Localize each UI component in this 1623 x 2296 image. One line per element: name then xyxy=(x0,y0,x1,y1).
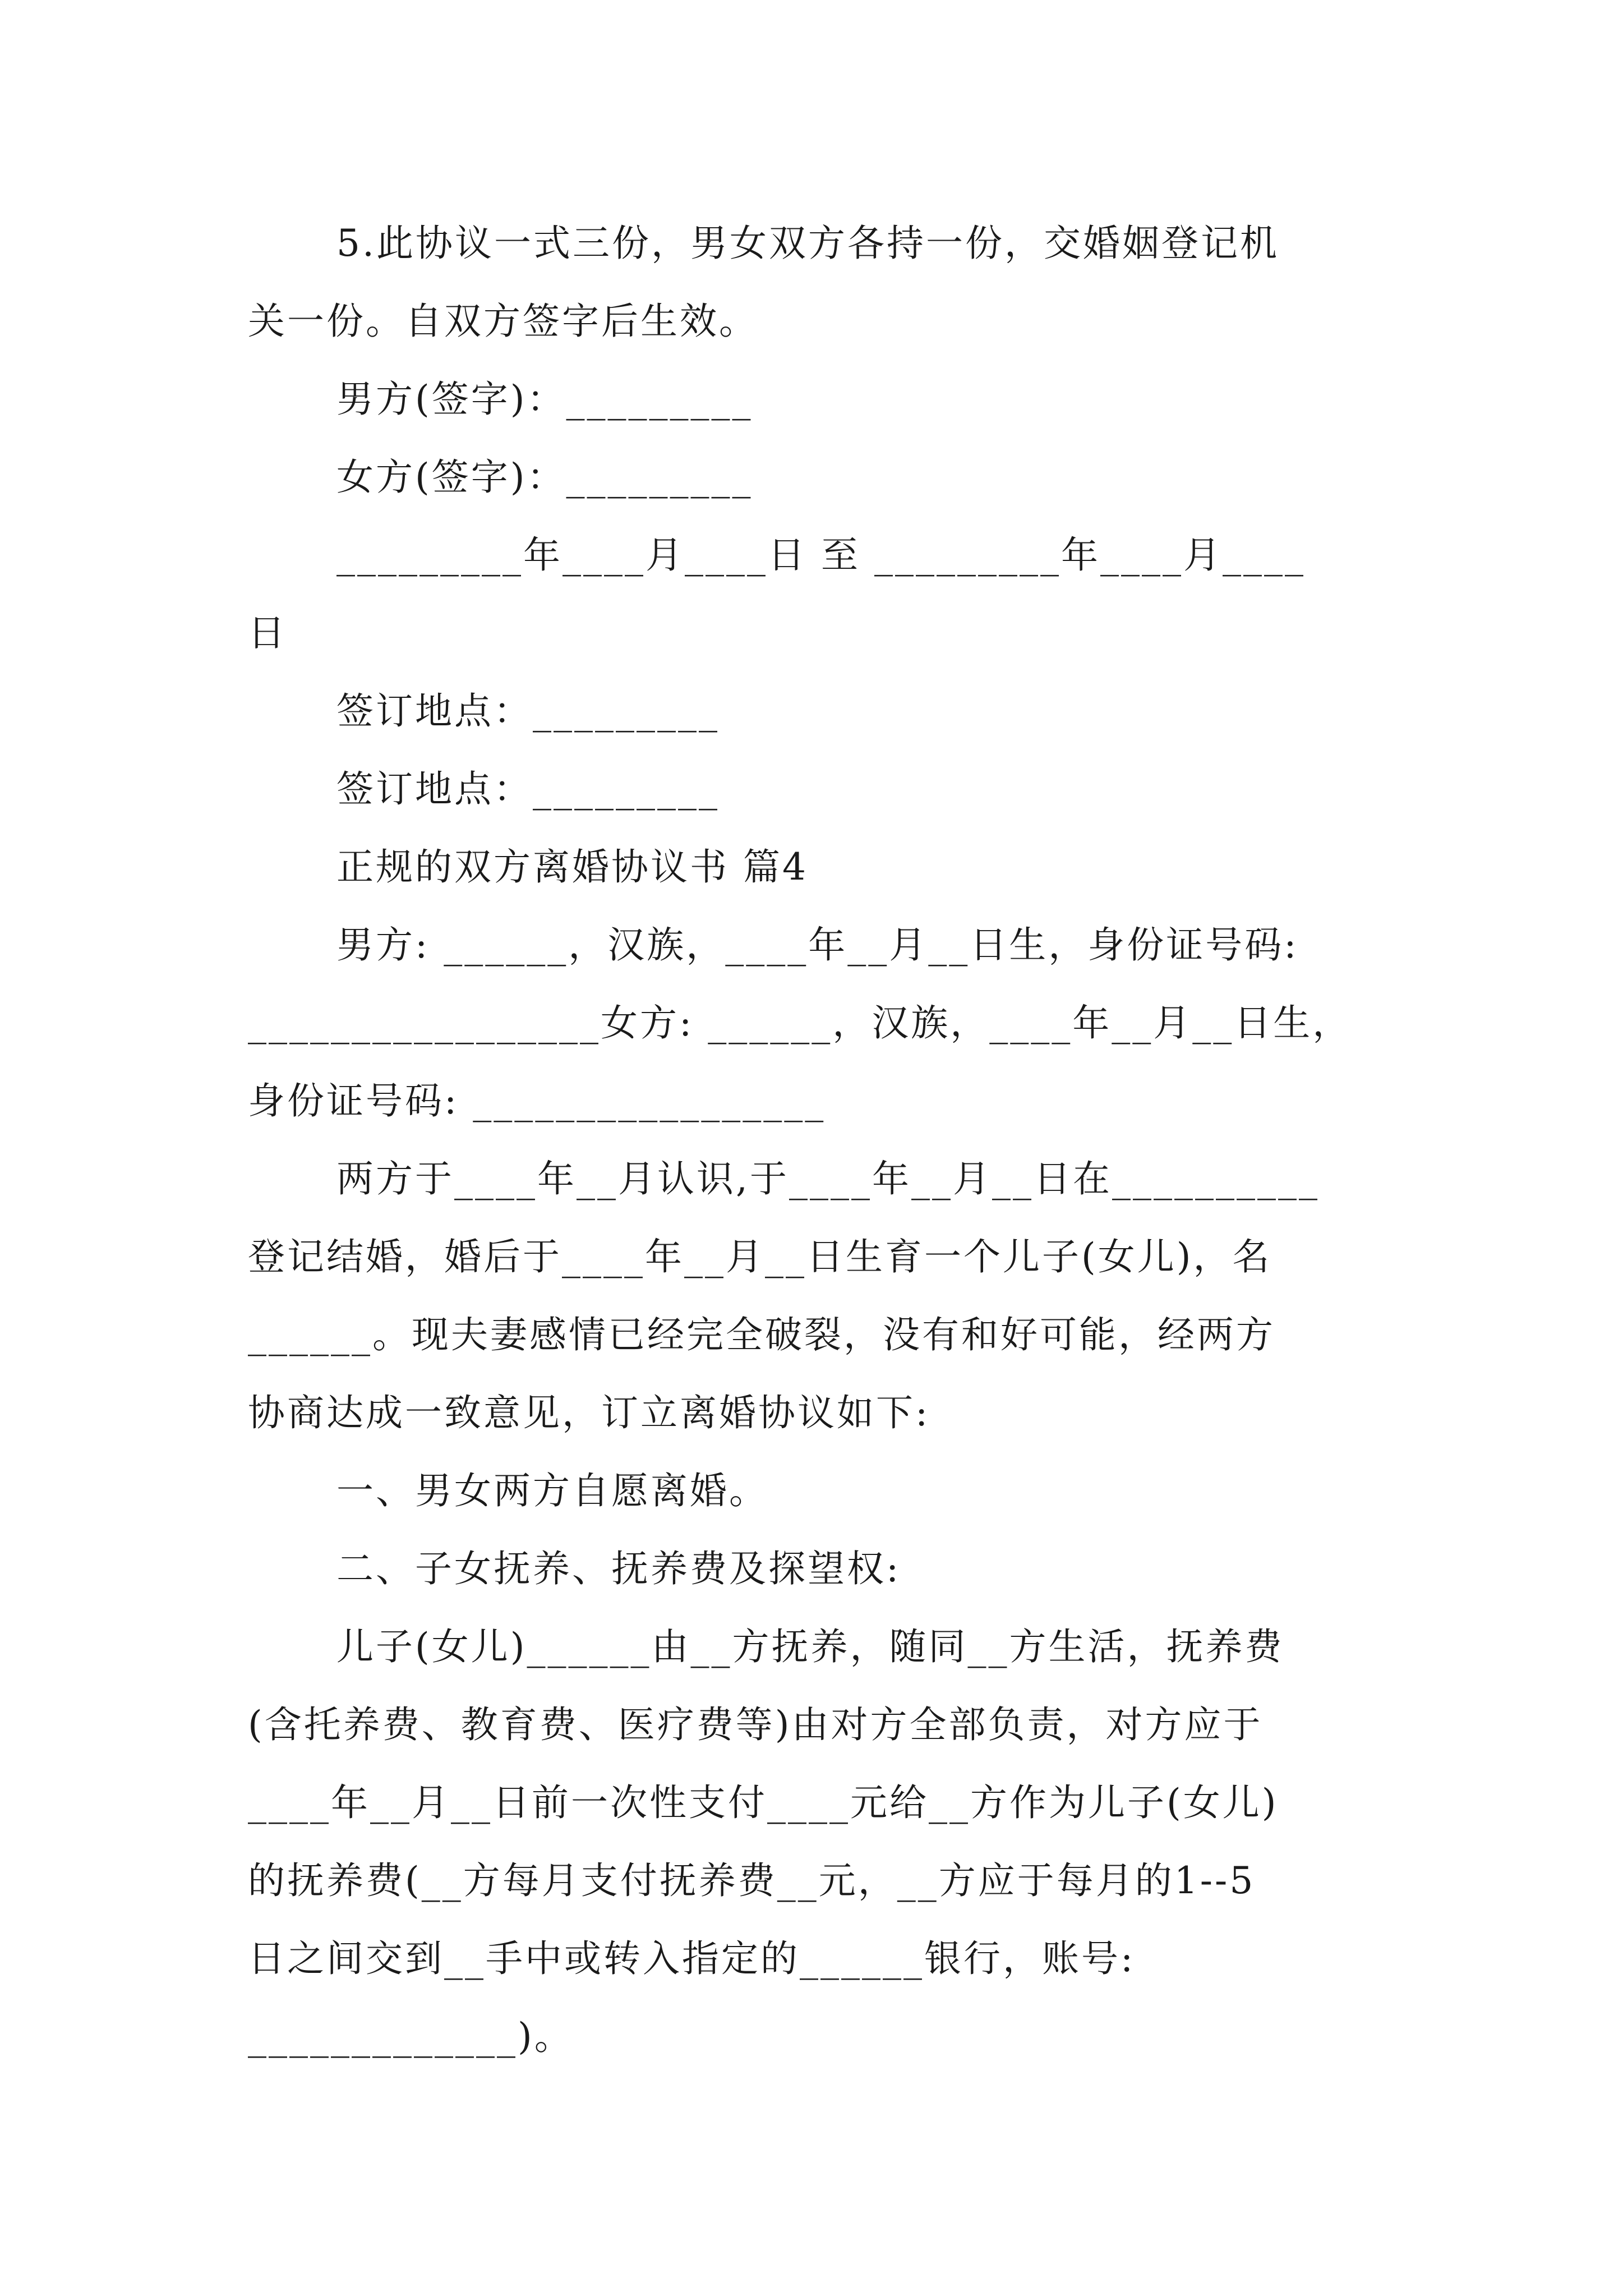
custody-paragraph-line-5: 日之间交到__手中或转入指定的______银行，账号: xyxy=(248,1937,1136,1980)
marriage-paragraph-line-1: 两方于____年__月认识,于____年__月__日在__________ xyxy=(336,1157,1320,1200)
male-signature-line: 男方(签字)：_________ xyxy=(336,378,753,421)
clause-5-line-1: 5.此协议一式三份，男女双方各持一份，交婚姻登记机 xyxy=(336,222,1279,265)
male-info-line: 男方: ______，汉族，____年__月__日生，身份证号码: xyxy=(336,923,1299,967)
clause-one: 一、男女两方自愿离婚。 xyxy=(336,1469,768,1512)
custody-paragraph-line-2: (含托养费、教育费、医疗费等)由对方全部负责，对方应于 xyxy=(248,1703,1263,1746)
signing-place-line-2: 签订地点：_________ xyxy=(336,767,720,811)
marriage-paragraph-line-3: ______。现夫妻感情已经完全破裂，没有和好可能，经两方 xyxy=(248,1313,1275,1356)
female-id-line: 身份证号码: _________________ xyxy=(248,1079,826,1122)
date-range-line: _________年____月____日 至 _________年____月____ xyxy=(336,533,1306,577)
clause-two-heading: 二、子女抚养、抚养费及探望权: xyxy=(336,1547,901,1590)
custody-paragraph-line-6: _____________)。 xyxy=(248,2015,574,2058)
section-heading: 正规的双方离婚协议书 篇4 xyxy=(336,845,808,889)
marriage-paragraph-line-4: 协商达成一致意见，订立离婚协议如下: xyxy=(248,1391,930,1434)
clause-5-line-2: 关一份。自双方签字后生效。 xyxy=(248,300,758,343)
signing-place-line: 签订地点：_________ xyxy=(336,689,720,733)
custody-paragraph-line-1: 儿子(女儿)______由__方抚养，随同__方生活，抚养费 xyxy=(336,1625,1284,1668)
female-signature-line: 女方(签字)：_________ xyxy=(336,455,753,499)
custody-paragraph-line-4: 的抚养费(__方每月支付抚养费__元，__方应于每月的1--5 xyxy=(248,1859,1256,1902)
female-info-line: _________________女方: ______，汉族，____年__月__日生， xyxy=(248,1001,1352,1045)
date-range-line-end: 日 xyxy=(248,611,287,655)
custody-paragraph-line-3: ____年__月__日前一次性支付____元给__方作为儿子(女儿) xyxy=(248,1781,1279,1824)
marriage-paragraph-line-2: 登记结婚，婚后于____年__月__日生育一个儿子(女儿)，名 xyxy=(248,1235,1272,1278)
